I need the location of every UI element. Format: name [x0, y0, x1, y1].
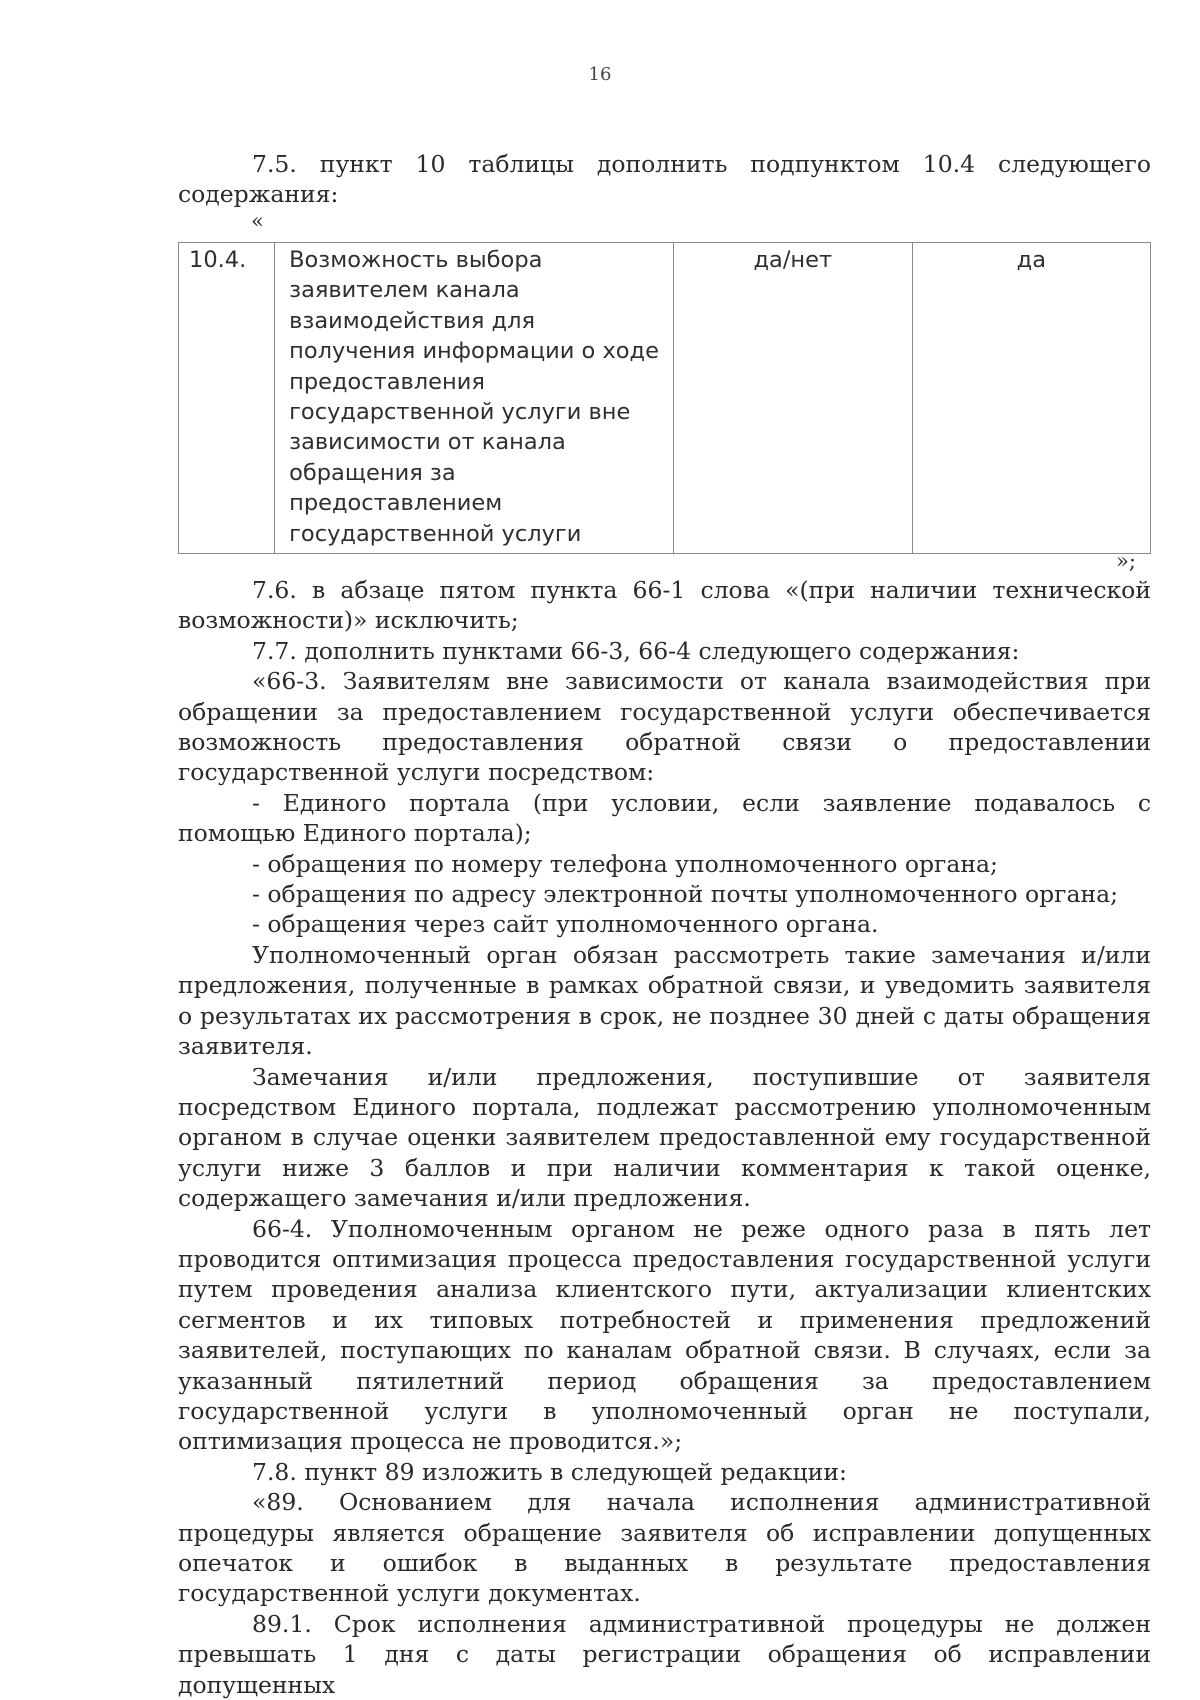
row-description-cell: Возможность выбора заявителем канала взаимодействия для получения информации о ходе предоставления государственной услуги вне зависимости от канала обращения за предоставлением государственной услуги	[275, 243, 674, 554]
list-item-portal: - Единого портала (при условии, если заявление подавалось с помощью Единого портала);	[178, 788, 1151, 848]
paragraph-66-4: 66-4. Уполномоченным органом не реже одного раза в пять лет проводится оптимизация процесса предоставления государственной услуги путем проведения анализа клиентского пути, актуализации клиентских сегментов и их типовых потребностей и применения предложений заявителей, поступающих по каналам обратной связи. В случаях, если за указанный пятилетний период обращения за предоставлением государственной услуги в уполномоченный орган не поступали, оптимизация процесса не проводится.»;	[178, 1214, 1151, 1456]
list-item-phone: - обращения по номеру телефона уполномоченного органа;	[252, 849, 998, 878]
row-unit-cell: да/нет	[673, 243, 912, 554]
intro-paragraph: 7.5. пункт 10 таблицы дополнить подпунктом 10.4 следующего содержания:	[178, 150, 1151, 209]
paragraph-66-3: «66-3. Заявителям вне зависимости от канала взаимодействия при обращении за предоставлением государственной услуги обеспечивается возможность предоставления обратной связи о предоставлении государственной услуги посредством:	[178, 667, 1151, 787]
body-text	[178, 575, 1151, 1700]
closing-quote: »;	[1116, 549, 1136, 573]
row-number-cell: 10.4.	[179, 243, 275, 554]
page-number: 16	[588, 64, 612, 85]
insert-table	[178, 242, 1151, 554]
paragraph-89: «89. Основанием для начала исполнения административной процедуры является обращение заявителя об исправлении допущенных опечаток и ошибок в выданных в результате предоставления государственной услуги документах.	[178, 1488, 1151, 1608]
table-row	[179, 243, 1151, 554]
paragraph-7-8: 7.8. пункт 89 изложить в следующей редакции:	[252, 1457, 847, 1486]
paragraph-7-6: 7.6. в абзаце пятом пункта 66-1 слова «(при наличии технической возможности)» исключить;	[178, 576, 1151, 635]
paragraph-89-1: 89.1. Срок исполнения административной процедуры не должен превышать 1 дня с даты регистрации обращения об исправлении допущенных	[178, 1609, 1151, 1699]
intro-block	[178, 149, 1151, 210]
list-item-site: - обращения через сайт уполномоченного органа.	[252, 910, 879, 939]
row-value-cell: да	[912, 243, 1150, 554]
paragraph-remarks: Замечания и/или предложения, поступившие от заявителя посредством Единого портала, подлежат рассмотрению уполномоченным органом в случае оценки заявителем предоставленной ему государственной услуги ниже 3 баллов и при наличии комментария к такой оценке, содержащего замечания и/или предложения.	[178, 1062, 1151, 1213]
list-item-email: - обращения по адресу электронной почты уполномоченного органа;	[252, 880, 1119, 909]
paragraph-7-7: 7.7. дополнить пунктами 66-3, 66-4 следующего содержания:	[252, 636, 1020, 665]
paragraph-obligation: Уполномоченный орган обязан рассмотреть такие замечания и/или предложения, полученные в рамках обратной связи, и уведомить заявителя о результатах их рассмотрения в срок, не позднее 30 дней с даты обращения заявителя.	[178, 940, 1151, 1061]
opening-quote: «	[251, 209, 264, 233]
